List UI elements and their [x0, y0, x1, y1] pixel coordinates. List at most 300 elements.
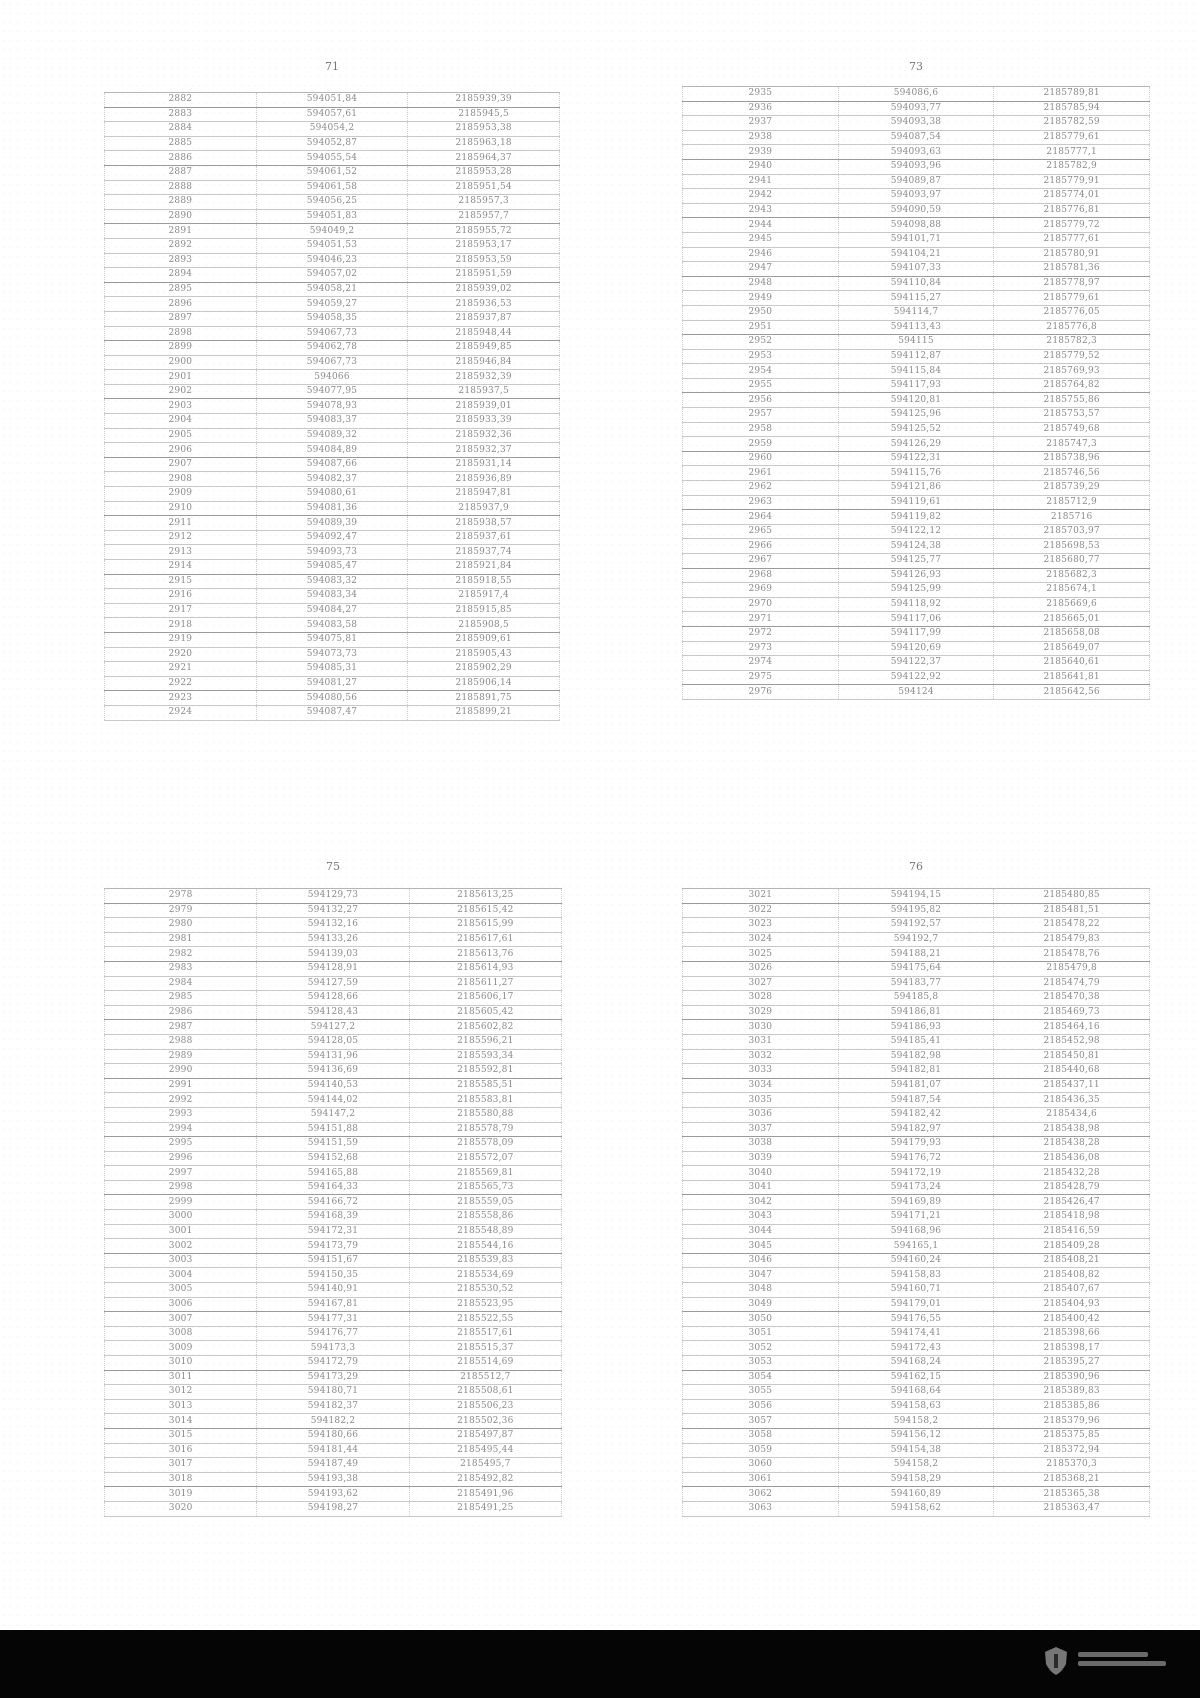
x-coordinate-cell: 594081,27 — [256, 676, 408, 691]
table-row — [105, 1166, 562, 1181]
point-id-cell: 2985 — [105, 991, 257, 1006]
x-coordinate-cell: 594114,7 — [838, 305, 994, 320]
table-row — [105, 1283, 562, 1298]
x-coordinate-cell: 594173,79 — [257, 1239, 409, 1254]
table-row — [105, 1341, 562, 1356]
x-coordinate-cell: 594080,61 — [256, 487, 408, 502]
point-id-cell: 3005 — [105, 1283, 257, 1298]
y-coordinate-cell: 2185649,07 — [994, 641, 1150, 656]
x-coordinate-cell: 594126,93 — [838, 568, 994, 583]
x-coordinate-cell: 594124 — [838, 685, 994, 700]
table-row — [105, 705, 560, 720]
point-id-cell: 2918 — [105, 618, 257, 633]
point-id-cell: 2924 — [105, 705, 257, 720]
point-id-cell: 3023 — [683, 918, 839, 933]
y-coordinate-cell: 2185440,68 — [994, 1064, 1150, 1079]
point-id-cell: 2984 — [105, 976, 257, 991]
y-coordinate-cell: 2185945,5 — [408, 107, 560, 122]
point-id-cell: 3024 — [683, 932, 839, 947]
point-id-cell: 2959 — [683, 437, 839, 452]
y-coordinate-cell: 2185434,6 — [994, 1107, 1150, 1122]
x-coordinate-cell: 594147,2 — [257, 1107, 409, 1122]
table-row — [683, 437, 1150, 452]
point-id-cell: 3018 — [105, 1472, 257, 1487]
table-row — [105, 238, 560, 253]
point-id-cell: 3007 — [105, 1312, 257, 1327]
table-row — [683, 247, 1150, 262]
point-id-cell: 2886 — [105, 151, 257, 166]
table-row — [683, 1414, 1150, 1429]
point-id-cell: 2906 — [105, 443, 257, 458]
x-coordinate-cell: 594168,64 — [838, 1385, 994, 1400]
x-coordinate-cell: 594181,44 — [257, 1443, 409, 1458]
point-id-cell: 3000 — [105, 1210, 257, 1225]
x-coordinate-cell: 594117,06 — [838, 612, 994, 627]
x-coordinate-cell: 594160,24 — [838, 1253, 994, 1268]
point-id-cell: 2994 — [105, 1122, 257, 1137]
y-coordinate-cell: 2185428,79 — [994, 1180, 1150, 1195]
y-coordinate-cell: 2185438,98 — [994, 1122, 1150, 1137]
y-coordinate-cell: 2185782,59 — [994, 116, 1150, 131]
point-id-cell: 2913 — [105, 545, 257, 560]
table-row — [683, 1137, 1150, 1152]
x-coordinate-cell: 594117,93 — [838, 378, 994, 393]
x-coordinate-cell: 594173,24 — [838, 1180, 994, 1195]
x-coordinate-cell: 594158,2 — [838, 1458, 994, 1473]
x-coordinate-cell: 594115 — [838, 335, 994, 350]
y-coordinate-cell: 2185641,81 — [994, 670, 1150, 685]
x-coordinate-cell: 594195,82 — [838, 903, 994, 918]
point-id-cell: 2941 — [683, 174, 839, 189]
table-row — [105, 1268, 562, 1283]
y-coordinate-cell: 2185640,61 — [994, 656, 1150, 671]
table-row — [105, 472, 560, 487]
y-coordinate-cell: 2185906,14 — [408, 676, 560, 691]
y-coordinate-cell: 2185915,85 — [408, 603, 560, 618]
x-coordinate-cell: 594140,91 — [257, 1283, 409, 1298]
point-id-cell: 2908 — [105, 472, 257, 487]
table-row — [683, 364, 1150, 379]
x-coordinate-cell: 594151,67 — [257, 1253, 409, 1268]
table-row — [683, 481, 1150, 496]
y-coordinate-cell: 2185497,87 — [409, 1428, 561, 1443]
table-row — [683, 889, 1150, 904]
y-coordinate-cell: 2185602,82 — [409, 1020, 561, 1035]
y-coordinate-cell: 2185776,05 — [994, 305, 1150, 320]
table-row — [683, 1443, 1150, 1458]
x-coordinate-cell: 594085,47 — [256, 560, 408, 575]
x-coordinate-cell: 594136,69 — [257, 1064, 409, 1079]
point-id-cell: 2910 — [105, 501, 257, 516]
table-row — [683, 1326, 1150, 1341]
y-coordinate-cell: 2185789,81 — [994, 87, 1150, 102]
x-coordinate-cell: 594056,25 — [256, 195, 408, 210]
table-row — [683, 597, 1150, 612]
point-id-cell: 2902 — [105, 384, 257, 399]
point-id-cell: 3062 — [683, 1487, 839, 1502]
table-row — [683, 1210, 1150, 1225]
x-coordinate-cell: 594122,31 — [838, 451, 994, 466]
y-coordinate-cell: 2185891,75 — [408, 691, 560, 706]
y-coordinate-cell: 2185479,83 — [994, 932, 1150, 947]
x-coordinate-cell: 594118,92 — [838, 597, 994, 612]
coordinates-table — [682, 888, 1150, 1517]
y-coordinate-cell: 2185963,18 — [408, 136, 560, 151]
table-row — [105, 691, 560, 706]
point-id-cell: 2964 — [683, 510, 839, 525]
table-row — [105, 1064, 562, 1079]
point-id-cell: 2946 — [683, 247, 839, 262]
table-row — [683, 451, 1150, 466]
y-coordinate-cell: 2185438,28 — [994, 1137, 1150, 1152]
y-coordinate-cell: 2185779,91 — [994, 174, 1150, 189]
point-id-cell: 2955 — [683, 378, 839, 393]
point-id-cell: 2898 — [105, 326, 257, 341]
table-row — [105, 1326, 562, 1341]
y-coordinate-cell: 2185596,21 — [409, 1034, 561, 1049]
x-coordinate-cell: 594101,71 — [838, 232, 994, 247]
y-coordinate-cell: 2185502,36 — [409, 1414, 561, 1429]
point-id-cell: 3011 — [105, 1370, 257, 1385]
table-row — [683, 262, 1150, 277]
x-coordinate-cell: 594186,93 — [838, 1020, 994, 1035]
y-coordinate-cell: 2185682,3 — [994, 568, 1150, 583]
table-row — [105, 889, 562, 904]
x-coordinate-cell: 594179,93 — [838, 1137, 994, 1152]
x-coordinate-cell: 594093,38 — [838, 116, 994, 131]
table-row — [683, 174, 1150, 189]
point-id-cell: 2971 — [683, 612, 839, 627]
y-coordinate-cell: 2185372,94 — [994, 1443, 1150, 1458]
x-coordinate-cell: 594083,37 — [256, 414, 408, 429]
table-row — [105, 560, 560, 575]
table-row — [683, 101, 1150, 116]
page-number: 73 — [909, 60, 923, 73]
y-coordinate-cell: 2185395,27 — [994, 1356, 1150, 1371]
point-id-cell: 3034 — [683, 1078, 839, 1093]
point-id-cell: 3032 — [683, 1049, 839, 1064]
x-coordinate-cell: 594093,73 — [256, 545, 408, 560]
y-coordinate-cell: 2185370,3 — [994, 1458, 1150, 1473]
x-coordinate-cell: 594193,38 — [257, 1472, 409, 1487]
table-row — [105, 961, 562, 976]
point-id-cell: 2993 — [105, 1107, 257, 1122]
table-row — [683, 1399, 1150, 1414]
point-id-cell: 2915 — [105, 574, 257, 589]
point-id-cell: 2981 — [105, 932, 257, 947]
table-row — [105, 1253, 562, 1268]
x-coordinate-cell: 594180,66 — [257, 1428, 409, 1443]
point-id-cell: 3046 — [683, 1253, 839, 1268]
point-id-cell: 3054 — [683, 1370, 839, 1385]
y-coordinate-cell: 2185436,35 — [994, 1093, 1150, 1108]
x-coordinate-cell: 594080,56 — [256, 691, 408, 706]
y-coordinate-cell: 2185937,9 — [408, 501, 560, 516]
point-id-cell: 3001 — [105, 1224, 257, 1239]
y-coordinate-cell: 2185921,84 — [408, 560, 560, 575]
page-75-block — [104, 860, 562, 1560]
table-row — [105, 632, 560, 647]
x-coordinate-cell: 594158,29 — [838, 1472, 994, 1487]
x-coordinate-cell: 594081,36 — [256, 501, 408, 516]
table-row — [105, 151, 560, 166]
point-id-cell: 3047 — [683, 1268, 839, 1283]
table-row — [105, 136, 560, 151]
table-row — [105, 443, 560, 458]
point-id-cell: 3063 — [683, 1501, 839, 1516]
x-coordinate-cell: 594112,87 — [838, 349, 994, 364]
point-id-cell: 2967 — [683, 554, 839, 569]
point-id-cell: 2990 — [105, 1064, 257, 1079]
x-coordinate-cell: 594066 — [256, 370, 408, 385]
y-coordinate-cell: 2185385,86 — [994, 1399, 1150, 1414]
table-row — [683, 1034, 1150, 1049]
x-coordinate-cell: 594150,35 — [257, 1268, 409, 1283]
x-coordinate-cell: 594168,24 — [838, 1356, 994, 1371]
table-row — [683, 320, 1150, 335]
point-id-cell: 3012 — [105, 1385, 257, 1400]
point-id-cell: 3053 — [683, 1356, 839, 1371]
x-coordinate-cell: 594176,72 — [838, 1151, 994, 1166]
table-row — [105, 1239, 562, 1254]
table-row — [105, 1370, 562, 1385]
table-row — [683, 1312, 1150, 1327]
table-row — [105, 1210, 562, 1225]
table-row — [105, 1137, 562, 1152]
x-coordinate-cell: 594173,29 — [257, 1370, 409, 1385]
point-id-cell: 2896 — [105, 297, 257, 312]
point-id-cell: 2889 — [105, 195, 257, 210]
y-coordinate-cell: 2185408,82 — [994, 1268, 1150, 1283]
y-coordinate-cell: 2185964,37 — [408, 151, 560, 166]
y-coordinate-cell: 2185778,97 — [994, 276, 1150, 291]
point-id-cell: 2983 — [105, 961, 257, 976]
y-coordinate-cell: 2185491,25 — [409, 1501, 561, 1516]
point-id-cell: 2958 — [683, 422, 839, 437]
y-coordinate-cell: 2185680,77 — [994, 554, 1150, 569]
y-coordinate-cell: 2185418,98 — [994, 1210, 1150, 1225]
table-row — [683, 1297, 1150, 1312]
point-id-cell: 2905 — [105, 428, 257, 443]
y-coordinate-cell: 2185478,22 — [994, 918, 1150, 933]
x-coordinate-cell: 594172,19 — [838, 1166, 994, 1181]
x-coordinate-cell: 594128,43 — [257, 1005, 409, 1020]
point-id-cell: 2909 — [105, 487, 257, 502]
table-row — [683, 203, 1150, 218]
y-coordinate-cell: 2185747,3 — [994, 437, 1150, 452]
point-id-cell: 2921 — [105, 662, 257, 677]
point-id-cell: 3009 — [105, 1341, 257, 1356]
table-row — [683, 1122, 1150, 1137]
point-id-cell: 2986 — [105, 1005, 257, 1020]
point-id-cell: 2922 — [105, 676, 257, 691]
page-number: 75 — [326, 860, 340, 873]
x-coordinate-cell: 594194,15 — [838, 889, 994, 904]
table-row — [683, 466, 1150, 481]
x-coordinate-cell: 594087,66 — [256, 457, 408, 472]
y-coordinate-cell: 2185615,42 — [409, 903, 561, 918]
point-id-cell: 2884 — [105, 122, 257, 137]
point-id-cell: 2997 — [105, 1166, 257, 1181]
table-row — [683, 918, 1150, 933]
point-id-cell: 3003 — [105, 1253, 257, 1268]
point-id-cell: 3051 — [683, 1326, 839, 1341]
point-id-cell: 3016 — [105, 1443, 257, 1458]
page-71-block — [104, 60, 560, 760]
table-row — [683, 626, 1150, 641]
y-coordinate-cell: 2185408,21 — [994, 1253, 1150, 1268]
table-row — [683, 1385, 1150, 1400]
point-id-cell: 2914 — [105, 560, 257, 575]
x-coordinate-cell: 594054,2 — [256, 122, 408, 137]
y-coordinate-cell: 2185955,72 — [408, 224, 560, 239]
table-row — [105, 195, 560, 210]
x-coordinate-cell: 594061,58 — [256, 180, 408, 195]
footer-bar — [0, 1630, 1200, 1698]
point-id-cell: 2939 — [683, 145, 839, 160]
y-coordinate-cell: 2185939,39 — [408, 93, 560, 108]
table-row — [683, 1195, 1150, 1210]
table-row — [683, 670, 1150, 685]
x-coordinate-cell: 594084,27 — [256, 603, 408, 618]
point-id-cell: 2943 — [683, 203, 839, 218]
x-coordinate-cell: 594059,27 — [256, 297, 408, 312]
point-id-cell: 3060 — [683, 1458, 839, 1473]
table-row — [105, 647, 560, 662]
x-coordinate-cell: 594176,77 — [257, 1326, 409, 1341]
y-coordinate-cell: 2185908,5 — [408, 618, 560, 633]
y-coordinate-cell: 2185416,59 — [994, 1224, 1150, 1239]
point-id-cell: 2935 — [683, 87, 839, 102]
point-id-cell: 2885 — [105, 136, 257, 151]
y-coordinate-cell: 2185716 — [994, 510, 1150, 525]
table-row — [105, 1224, 562, 1239]
point-id-cell: 2894 — [105, 268, 257, 283]
x-coordinate-cell: 594160,71 — [838, 1283, 994, 1298]
point-id-cell: 3038 — [683, 1137, 839, 1152]
table-row — [105, 165, 560, 180]
point-id-cell: 2968 — [683, 568, 839, 583]
y-coordinate-cell: 2185779,52 — [994, 349, 1150, 364]
point-id-cell: 3037 — [683, 1122, 839, 1137]
y-coordinate-cell: 2185953,17 — [408, 238, 560, 253]
y-coordinate-cell: 2185400,42 — [994, 1312, 1150, 1327]
table-row — [105, 224, 560, 239]
x-coordinate-cell: 594164,33 — [257, 1180, 409, 1195]
point-id-cell: 2989 — [105, 1049, 257, 1064]
table-row — [105, 516, 560, 531]
x-coordinate-cell: 594093,77 — [838, 101, 994, 116]
point-id-cell: 2996 — [105, 1151, 257, 1166]
y-coordinate-cell: 2185611,27 — [409, 976, 561, 991]
x-coordinate-cell: 594174,41 — [838, 1326, 994, 1341]
y-coordinate-cell: 2185368,21 — [994, 1472, 1150, 1487]
table-row — [683, 612, 1150, 627]
point-id-cell: 2978 — [105, 889, 257, 904]
table-row — [683, 1151, 1150, 1166]
y-coordinate-cell: 2185932,37 — [408, 443, 560, 458]
table-row — [683, 305, 1150, 320]
x-coordinate-cell: 594168,39 — [257, 1210, 409, 1225]
point-id-cell: 3002 — [105, 1239, 257, 1254]
point-id-cell: 2956 — [683, 393, 839, 408]
table-row — [683, 1268, 1150, 1283]
x-coordinate-cell: 594187,54 — [838, 1093, 994, 1108]
y-coordinate-cell: 2185674,1 — [994, 583, 1150, 598]
point-id-cell: 3025 — [683, 947, 839, 962]
x-coordinate-cell: 594058,35 — [256, 311, 408, 326]
table-row — [683, 291, 1150, 306]
x-coordinate-cell: 594077,95 — [256, 384, 408, 399]
table-row — [105, 122, 560, 137]
y-coordinate-cell: 2185593,34 — [409, 1049, 561, 1064]
y-coordinate-cell: 2185390,96 — [994, 1370, 1150, 1385]
y-coordinate-cell: 2185939,02 — [408, 282, 560, 297]
table-row — [105, 1078, 562, 1093]
x-coordinate-cell: 594182,37 — [257, 1399, 409, 1414]
table-row — [683, 1341, 1150, 1356]
table-row — [105, 991, 562, 1006]
table-row — [105, 618, 560, 633]
point-id-cell: 2953 — [683, 349, 839, 364]
table-row — [105, 370, 560, 385]
y-coordinate-cell: 2185712,9 — [994, 495, 1150, 510]
point-id-cell: 2979 — [105, 903, 257, 918]
table-row — [683, 1093, 1150, 1108]
point-id-cell: 2907 — [105, 457, 257, 472]
y-coordinate-cell: 2185642,56 — [994, 685, 1150, 700]
table-row — [105, 1501, 562, 1516]
point-id-cell: 2969 — [683, 583, 839, 598]
y-coordinate-cell: 2185491,96 — [409, 1487, 561, 1502]
y-coordinate-cell: 2185613,76 — [409, 947, 561, 962]
x-coordinate-cell: 594127,2 — [257, 1020, 409, 1035]
x-coordinate-cell: 594093,96 — [838, 159, 994, 174]
x-coordinate-cell: 594151,88 — [257, 1122, 409, 1137]
x-coordinate-cell: 594082,37 — [256, 472, 408, 487]
x-coordinate-cell: 594067,73 — [256, 355, 408, 370]
y-coordinate-cell: 2185605,42 — [409, 1005, 561, 1020]
y-coordinate-cell: 2185947,81 — [408, 487, 560, 502]
point-id-cell: 3058 — [683, 1428, 839, 1443]
x-coordinate-cell: 594165,1 — [838, 1239, 994, 1254]
point-id-cell: 3031 — [683, 1034, 839, 1049]
point-id-cell: 2945 — [683, 232, 839, 247]
point-id-cell: 2890 — [105, 209, 257, 224]
x-coordinate-cell: 594062,78 — [256, 341, 408, 356]
table-row — [105, 399, 560, 414]
y-coordinate-cell: 2185753,57 — [994, 408, 1150, 423]
table-row — [683, 1049, 1150, 1064]
point-id-cell: 2960 — [683, 451, 839, 466]
table-row — [105, 457, 560, 472]
y-coordinate-cell: 2185937,61 — [408, 530, 560, 545]
table-row — [105, 1443, 562, 1458]
x-coordinate-cell: 594058,21 — [256, 282, 408, 297]
table-row — [683, 554, 1150, 569]
table-row — [105, 209, 560, 224]
table-row — [105, 487, 560, 502]
table-row — [683, 1487, 1150, 1502]
point-id-cell: 3030 — [683, 1020, 839, 1035]
x-coordinate-cell: 594162,15 — [838, 1370, 994, 1385]
y-coordinate-cell: 2185481,51 — [994, 903, 1150, 918]
table-row — [683, 510, 1150, 525]
table-row — [105, 1107, 562, 1122]
table-row — [105, 93, 560, 108]
y-coordinate-cell: 2185937,5 — [408, 384, 560, 399]
table-row — [105, 297, 560, 312]
